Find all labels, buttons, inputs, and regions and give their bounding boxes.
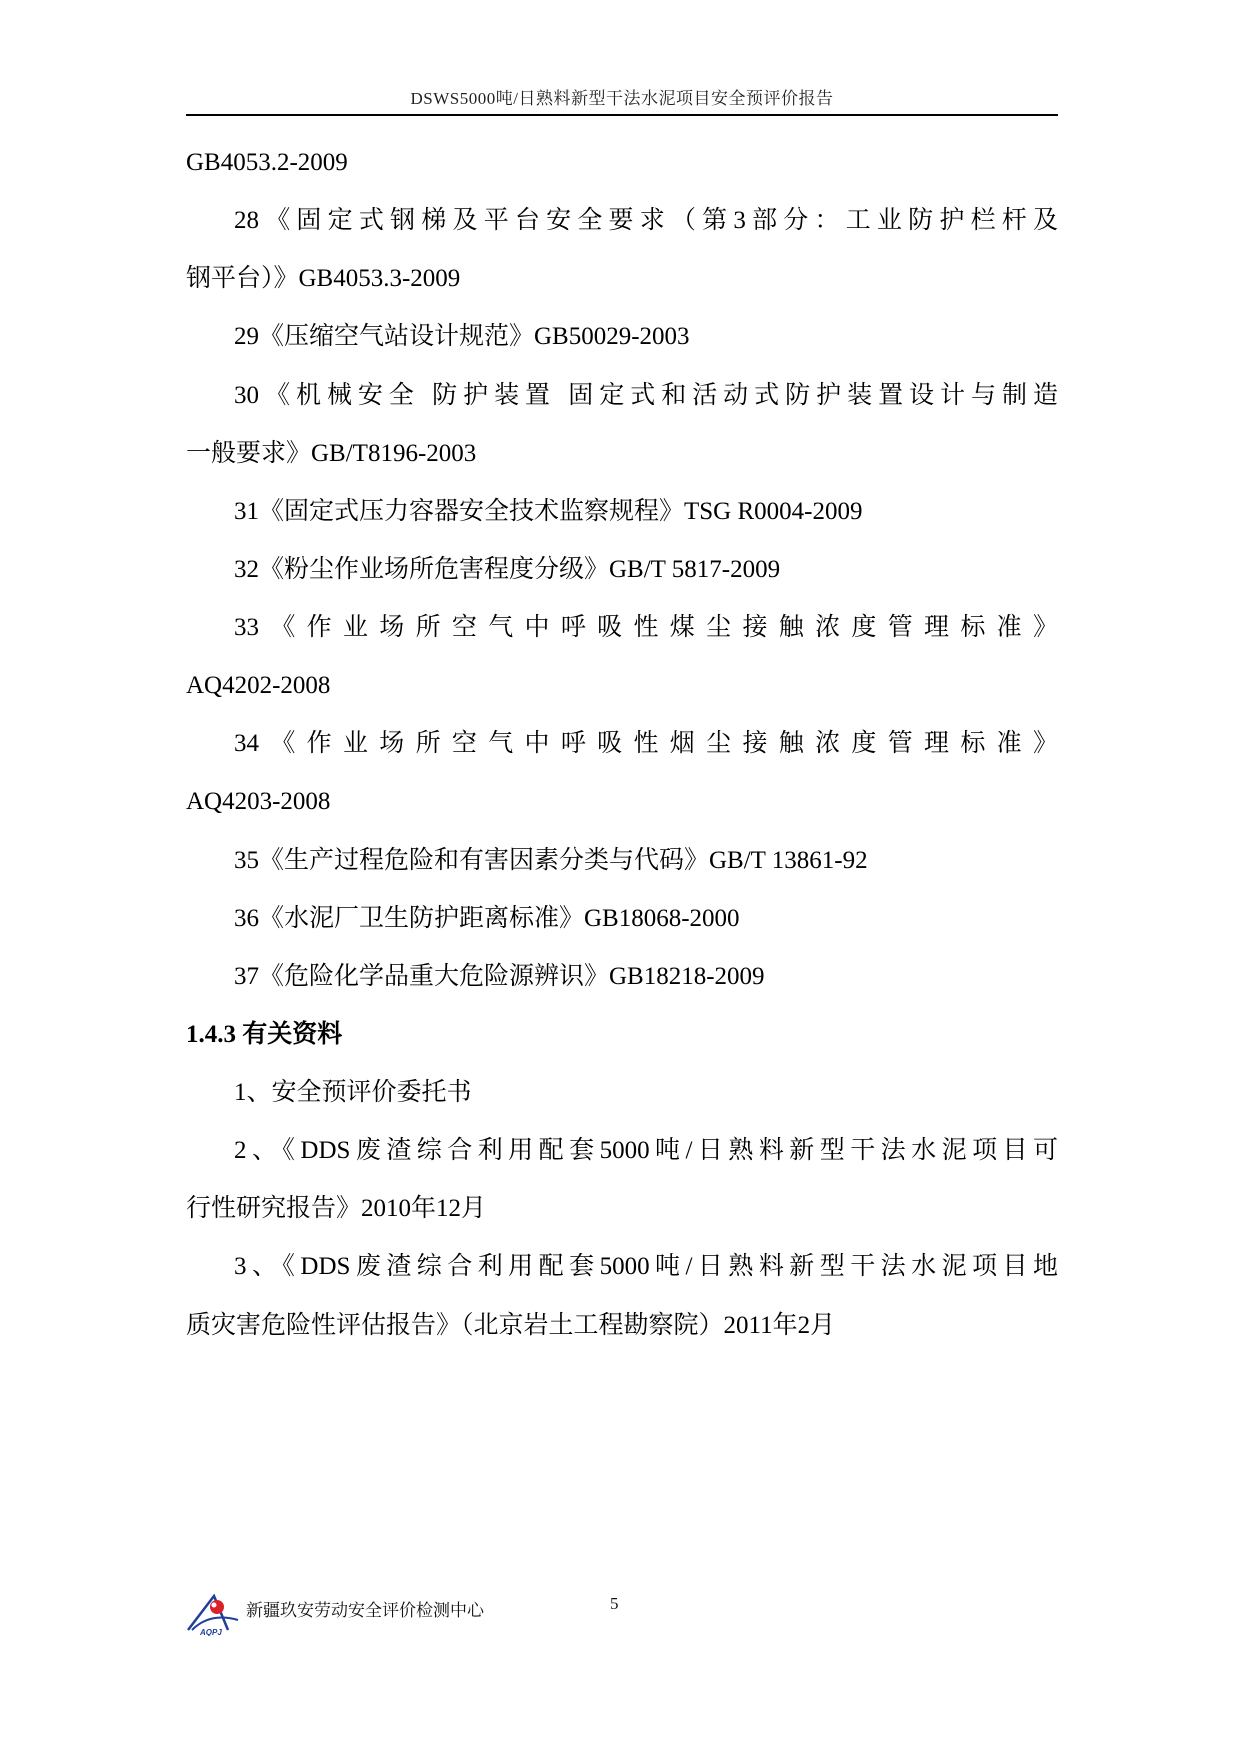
organization-name: 新疆玖安劳动安全评价检测中心: [246, 1601, 484, 1620]
text-line: 行性研究报告》2010年12月: [186, 1195, 487, 1222]
reference-item-36: 36《水泥厂卫生防护距离标准》GB18068-2000: [234, 905, 740, 932]
page-number: 5: [610, 1594, 619, 1613]
aqpj-logo: [184, 1590, 242, 1636]
section-heading: 1.4.3 有关资料: [186, 1021, 343, 1048]
reference-item-33: 33《作业场所空气中呼吸性煤尘接触浓度管理标准》: [234, 614, 1058, 641]
reference-item-28: 28《固定式钢梯及平台安全要求（第3部分：工业防护栏杆及: [234, 207, 1058, 234]
reference-item-29: 29《压缩空气站设计规范》GB50029-2003: [234, 323, 690, 350]
reference-item-35: 35《生产过程危险和有害因素分类与代码》GB/T 13861-92: [234, 847, 868, 874]
text-line: AQ4202-2008: [186, 672, 331, 699]
running-header: DSWS5000吨/日熟料新型干法水泥项目安全预评价报告: [410, 89, 834, 108]
reference-item-37: 37《危险化学品重大危险源辨识》GB18218-2009: [234, 963, 765, 990]
text-line: 钢平台）》GB4053.3-2009: [186, 265, 461, 292]
reference-item-34: 34《作业场所空气中呼吸性烟尘接触浓度管理标准》: [234, 730, 1058, 757]
material-item-1: 1、安全预评价委托书: [234, 1079, 472, 1106]
material-item-3: 3、《DDS废渣综合利用配套5000吨/日熟料新型干法水泥项目地: [234, 1253, 1058, 1280]
material-item-2: 2、《DDS废渣综合利用配套5000吨/日熟料新型干法水泥项目可: [234, 1137, 1058, 1164]
text-line: 质灾害危险性评估报告》（北京岩土工程勘察院）2011年2月: [186, 1312, 836, 1339]
reference-item-32: 32《粉尘作业场所危害程度分级》GB/T 5817-2009: [234, 556, 781, 583]
reference-item-31: 31《固定式压力容器安全技术监察规程》TSG R0004-2009: [234, 498, 863, 525]
logo-text: AQPJ: [200, 1628, 222, 1636]
text-line: 一般要求》GB/T8196-2003: [186, 440, 477, 467]
header-divider: [186, 114, 1058, 116]
text-line: AQ4203-2008: [186, 788, 331, 815]
text-line: GB4053.2-2009: [186, 149, 348, 176]
reference-item-30: 30《机械安全 防护装置 固定式和活动式防护装置设计与制造: [234, 382, 1058, 409]
